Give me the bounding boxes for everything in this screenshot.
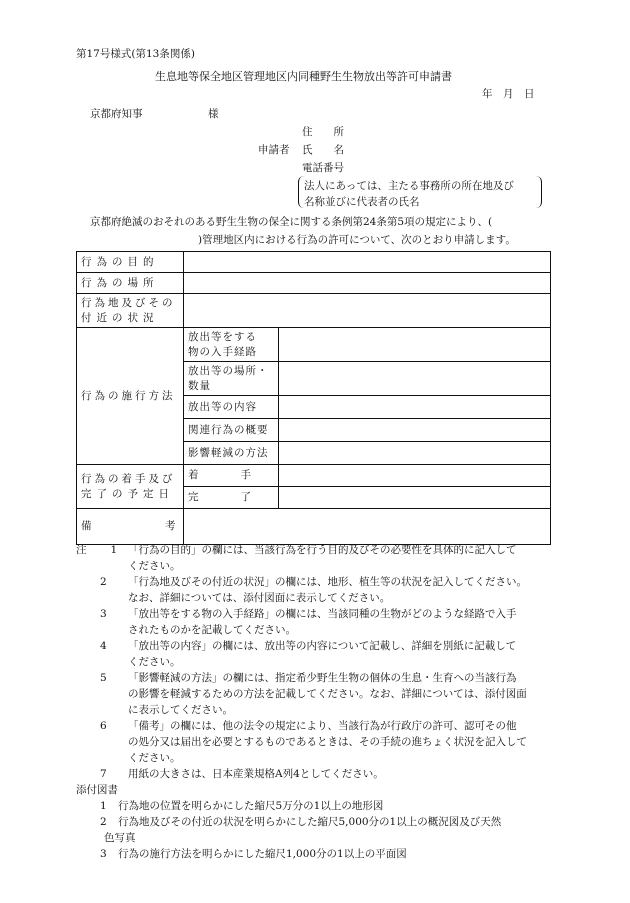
notes-section	[76, 542, 566, 862]
attachment-item	[76, 814, 566, 846]
note-text-line: なお、詳細については、添付図面に表示してください。	[128, 592, 391, 604]
method-item-related-label: 関連行為の概要	[184, 419, 279, 442]
note-text-line: 「行為の目的」の欄には、当該行為を行う目的及びその必要性を具体的に記入して	[128, 544, 517, 556]
note-item	[76, 718, 566, 766]
attachments-heading: 添付図書	[76, 784, 118, 796]
note-text-line: の影響を軽減するための方法を記載してください。なお、詳細については、添付図面	[128, 688, 527, 700]
note-item	[76, 766, 566, 782]
note-prefix-and-number	[76, 542, 117, 558]
place-label: 行為の場所	[77, 273, 184, 294]
attachment-text-line: 行為の施行方法を明らかにした縮尺1,000分の1以上の平面図	[118, 848, 407, 860]
note-text-line: ください。	[128, 752, 181, 764]
start-date-field[interactable]	[279, 465, 551, 487]
note-text-line: の処分又は届出を必要とするものであるときは、その手続の進ちょく状況を記入して	[128, 736, 527, 748]
honorific: 様	[208, 108, 219, 120]
attachment-text-line: 行為地の位置を明らかにした縮尺5万分の1以上の地形図	[118, 800, 384, 812]
method-item-place-quantity-field[interactable]	[279, 362, 551, 396]
start-label: 着 手	[184, 465, 279, 487]
purpose-label: 行為の目的	[77, 252, 184, 273]
table-row	[77, 252, 551, 273]
note-text-line: ください。	[128, 560, 181, 572]
table-row	[77, 465, 551, 487]
method-item-place-quantity-label: 放出等の場所・ 数量	[184, 362, 279, 396]
document-title: 生息地等保全地区管理地区内同種野生生物放出等許可申請書	[155, 70, 452, 83]
method-item-mitigation-label: 影響軽減の方法	[184, 442, 279, 465]
note-text-line: 「備考」の欄には、他の法令の規定により、当該行為が行政庁の許可、認可その他	[128, 720, 517, 732]
note-number: 4	[100, 640, 107, 652]
note-text-line: ください。	[128, 656, 181, 668]
surroundings-field[interactable]	[184, 294, 551, 328]
note-prefix: 注	[76, 544, 87, 556]
note-text-line: 「放出等をする物の入手経路」の欄には、当該同種の生物がどのような経路で入手	[128, 608, 517, 620]
note-number: 3	[100, 608, 107, 620]
attachment-text-line: 行為地及びその付近の状況を明らかにした縮尺5,000分の1以上の概況図及び天然	[118, 816, 502, 828]
addressee: 京都府知事	[90, 108, 143, 120]
end-date-field[interactable]	[279, 487, 551, 509]
note-text-line: 「行為地及びその付近の状況」の欄には、地形、植生等の状況を記入してください。	[128, 576, 527, 588]
note-number: 2	[100, 576, 107, 588]
attachment-number: 2	[100, 816, 107, 828]
method-item-mitigation-field[interactable]	[279, 442, 551, 465]
method-label: 行為の施行方法	[77, 328, 184, 465]
remarks-label: 備 考	[77, 509, 184, 545]
note-number: 1	[110, 544, 118, 556]
name-label: 氏 名	[302, 144, 344, 156]
corporate-note-line2: 名称並びに代表者の氏名	[304, 196, 420, 208]
method-item-acquisition-label: 放出等をする 物の入手経路	[184, 328, 279, 362]
method-item-acquisition-field[interactable]	[279, 328, 551, 362]
note-text-line: 用紙の大きさは、日本産業規格A列4としてください。	[128, 768, 384, 780]
place-field[interactable]	[184, 273, 551, 294]
intro-line1: 京都府絶滅のおそれのある野生生物の保全に関する条例第24条第5項の規定により、(	[90, 216, 493, 228]
surroundings-label: 行為地及びその 付近の状況	[77, 294, 184, 328]
note-text-line: 「影響軽減の方法」の欄には、指定希少野生生物の個体の生息・生育への当該行為	[128, 672, 517, 684]
table-row	[77, 273, 551, 294]
note-item	[76, 638, 566, 670]
method-item-content-label: 放出等の内容	[184, 396, 279, 419]
applicant-role: 申請者	[258, 144, 290, 156]
schedule-label: 行為の着手及び 完了の予定日	[77, 465, 184, 509]
table-row	[77, 328, 551, 362]
notes-list	[76, 542, 566, 782]
note-item	[76, 574, 566, 606]
method-item-related-field[interactable]	[279, 419, 551, 442]
attachment-number: 1	[100, 800, 107, 812]
application-table	[76, 251, 551, 545]
attachment-number: 3	[100, 848, 107, 860]
note-number: 7	[100, 768, 107, 780]
note-number: 6	[100, 720, 107, 732]
intro-line2: )管理地区内における行為の許可について、次のとおり申請します。	[198, 234, 516, 246]
note-item	[76, 606, 566, 638]
table-row	[77, 294, 551, 328]
corporate-note-line1: 法人にあっては、主たる事務所の所在地及び	[304, 180, 514, 192]
remarks-field[interactable]	[184, 509, 551, 545]
address-label: 住 所	[302, 126, 344, 138]
attachment-text-line: 色写真	[104, 832, 136, 844]
note-item	[76, 542, 566, 574]
attachment-item	[76, 798, 566, 814]
note-text-line: されたものかを記載してください。	[128, 624, 296, 636]
note-item	[76, 670, 566, 718]
note-text-line: に表示してください。	[128, 704, 233, 716]
form-number: 第17号様式(第13条関係)	[76, 48, 195, 60]
attachment-item	[76, 846, 566, 862]
purpose-field[interactable]	[184, 252, 551, 273]
note-number: 5	[100, 672, 107, 684]
date-label: 年 月 日	[482, 88, 535, 100]
attachments-list	[76, 798, 566, 862]
method-item-content-field[interactable]	[279, 396, 551, 419]
table-row	[77, 509, 551, 545]
end-label: 完 了	[184, 487, 279, 509]
phone-label: 電話番号	[302, 162, 344, 174]
note-text-line: 「放出等の内容」の欄には、放出等の内容について記載し、詳細を別紙に記載して	[128, 640, 517, 652]
